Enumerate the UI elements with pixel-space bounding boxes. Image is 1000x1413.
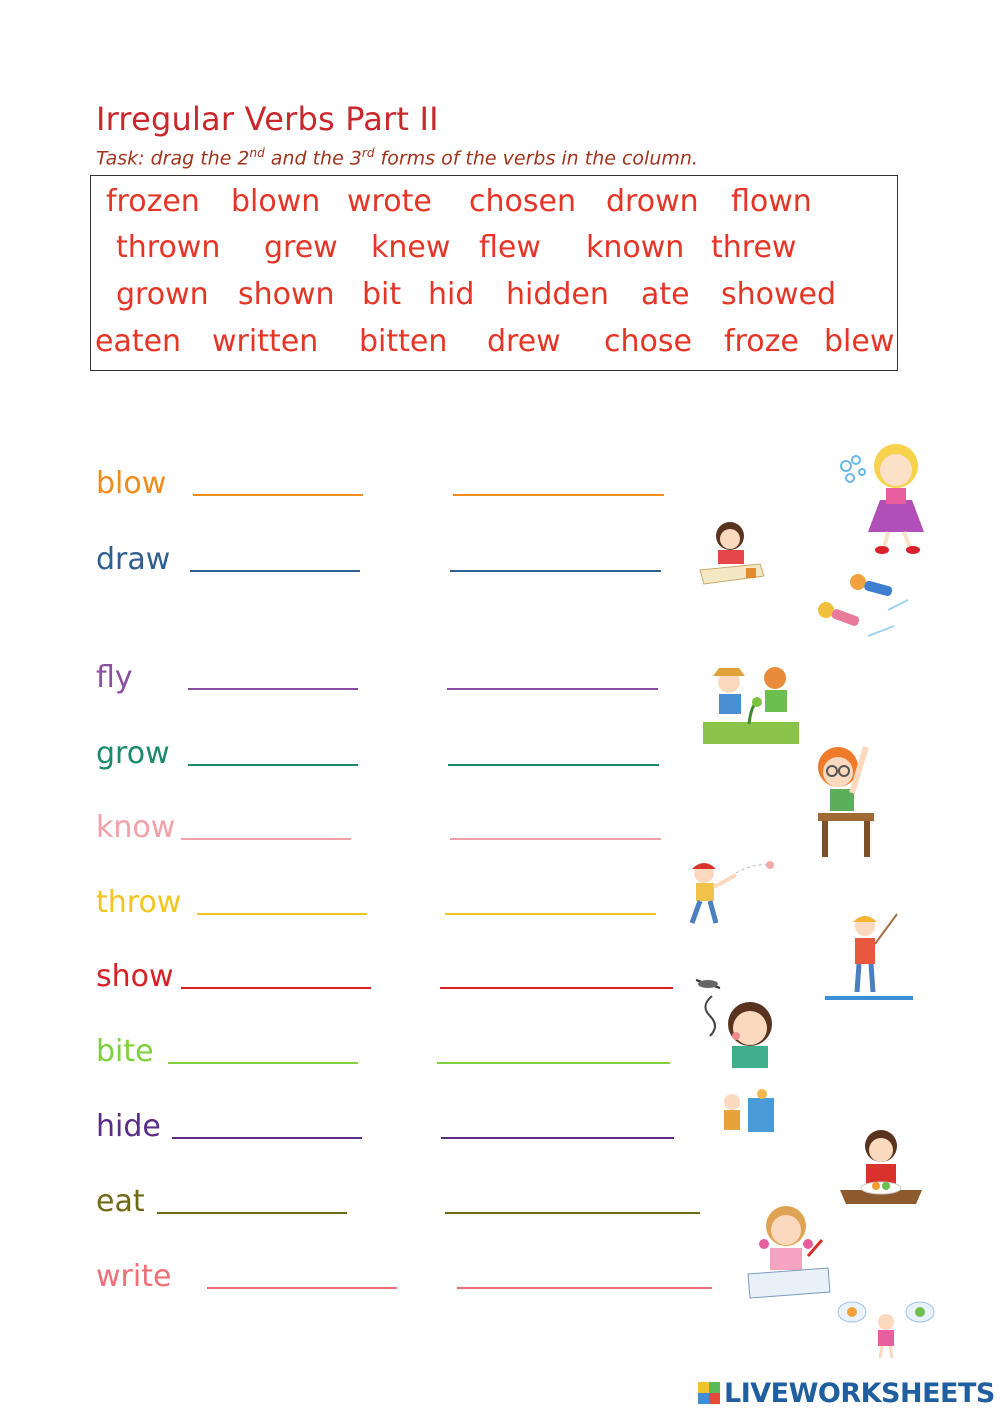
verb-row-fly xyxy=(0,654,1000,704)
draggable-word[interactable]: flew xyxy=(479,230,541,265)
third-form-blank[interactable] xyxy=(437,1062,670,1064)
girl-thinking-food-illustration xyxy=(836,1298,936,1360)
third-form-blank[interactable] xyxy=(448,764,659,766)
liveworksheets-logo-text: LIVEWORKSHEETS xyxy=(724,1377,995,1409)
draggable-word[interactable]: grew xyxy=(264,230,338,265)
task-instruction: Task: drag the 2nd and the 3rd forms of the verbs in the column. xyxy=(96,146,698,170)
draggable-word[interactable]: knew xyxy=(371,230,451,265)
second-form-blank[interactable] xyxy=(190,570,360,572)
second-form-blank[interactable] xyxy=(193,494,363,496)
draggable-word[interactable]: blown xyxy=(231,184,321,219)
word-bank-line-2 xyxy=(91,230,897,276)
third-form-blank[interactable] xyxy=(441,1137,674,1139)
children-hiding-illustration xyxy=(718,1088,778,1136)
girl-writing-illustration xyxy=(742,1200,834,1300)
children-gardening-illustration xyxy=(703,658,799,748)
boy-throwing-ball-illustration xyxy=(684,855,776,929)
verb-label: throw xyxy=(96,885,182,920)
second-form-blank[interactable] xyxy=(197,913,367,915)
verb-label: write xyxy=(96,1259,172,1294)
third-form-blank[interactable] xyxy=(453,494,664,496)
girl-drawing-illustration xyxy=(696,518,768,588)
verb-row-bite xyxy=(0,1028,1000,1078)
word-bank-line-3 xyxy=(91,277,897,323)
girl-mosquito-bite-illustration xyxy=(690,966,786,1072)
third-form-blank[interactable] xyxy=(440,987,673,989)
second-form-blank[interactable] xyxy=(172,1137,362,1139)
draggable-word[interactable]: written xyxy=(212,324,319,359)
draggable-word[interactable]: chosen xyxy=(469,184,576,219)
children-flying-illustration xyxy=(808,570,912,645)
draggable-word[interactable]: ate xyxy=(641,277,690,312)
liveworksheets-logo-icon xyxy=(698,1382,720,1404)
third-form-blank[interactable] xyxy=(450,838,661,840)
draggable-word[interactable]: frozen xyxy=(106,184,200,219)
second-form-blank[interactable] xyxy=(188,688,358,690)
verb-label: fly xyxy=(96,660,133,695)
boy-raising-hand-illustration xyxy=(808,737,878,859)
verb-row-write xyxy=(0,1253,1000,1303)
verb-label: draw xyxy=(96,542,171,577)
third-form-blank[interactable] xyxy=(447,688,658,690)
draggable-word[interactable]: shown xyxy=(238,277,335,312)
word-bank-line-1 xyxy=(91,184,897,230)
second-form-blank[interactable] xyxy=(207,1287,397,1289)
verb-label: grow xyxy=(96,736,170,771)
second-form-blank[interactable] xyxy=(188,764,358,766)
draggable-word[interactable]: drew xyxy=(487,324,561,359)
draggable-word[interactable]: froze xyxy=(724,324,799,359)
girl-blowing-bubbles-illustration xyxy=(836,440,936,555)
third-form-blank[interactable] xyxy=(450,570,661,572)
third-form-blank[interactable] xyxy=(445,1212,700,1214)
verb-label: blow xyxy=(96,466,167,501)
second-form-blank[interactable] xyxy=(157,1212,347,1214)
second-form-blank[interactable] xyxy=(168,1062,358,1064)
third-form-blank[interactable] xyxy=(445,913,656,915)
draggable-word[interactable]: drown xyxy=(606,184,699,219)
draggable-word[interactable]: blew xyxy=(824,324,895,359)
draggable-word[interactable]: hidden xyxy=(506,277,609,312)
verb-label: show xyxy=(96,959,174,994)
verb-label: hide xyxy=(96,1109,161,1144)
worksheet-title: Irregular Verbs Part II xyxy=(96,100,439,138)
third-form-blank[interactable] xyxy=(457,1287,712,1289)
draggable-word[interactable]: bitten xyxy=(359,324,448,359)
liveworksheets-logo xyxy=(698,1378,995,1408)
verb-label: know xyxy=(96,810,176,845)
draggable-word[interactable]: wrote xyxy=(347,184,432,219)
draggable-word[interactable]: chose xyxy=(604,324,692,359)
draggable-word[interactable]: eaten xyxy=(95,324,182,359)
draggable-word[interactable]: showed xyxy=(721,277,837,312)
second-form-blank[interactable] xyxy=(181,987,371,989)
draggable-word[interactable]: hid xyxy=(428,277,475,312)
draggable-word[interactable]: bit xyxy=(362,277,402,312)
verb-label: bite xyxy=(96,1034,154,1069)
draggable-word[interactable]: thrown xyxy=(116,230,221,265)
draggable-word[interactable]: known xyxy=(586,230,685,265)
draggable-word[interactable]: threw xyxy=(711,230,797,265)
word-bank-line-4 xyxy=(91,324,897,370)
second-form-blank[interactable] xyxy=(181,838,351,840)
boy-showing-board-illustration xyxy=(825,910,913,1004)
draggable-word[interactable]: grown xyxy=(116,277,209,312)
draggable-word[interactable]: flown xyxy=(731,184,812,219)
boy-eating-illustration xyxy=(836,1126,926,1208)
verb-label: eat xyxy=(96,1184,145,1219)
word-bank xyxy=(90,175,898,371)
